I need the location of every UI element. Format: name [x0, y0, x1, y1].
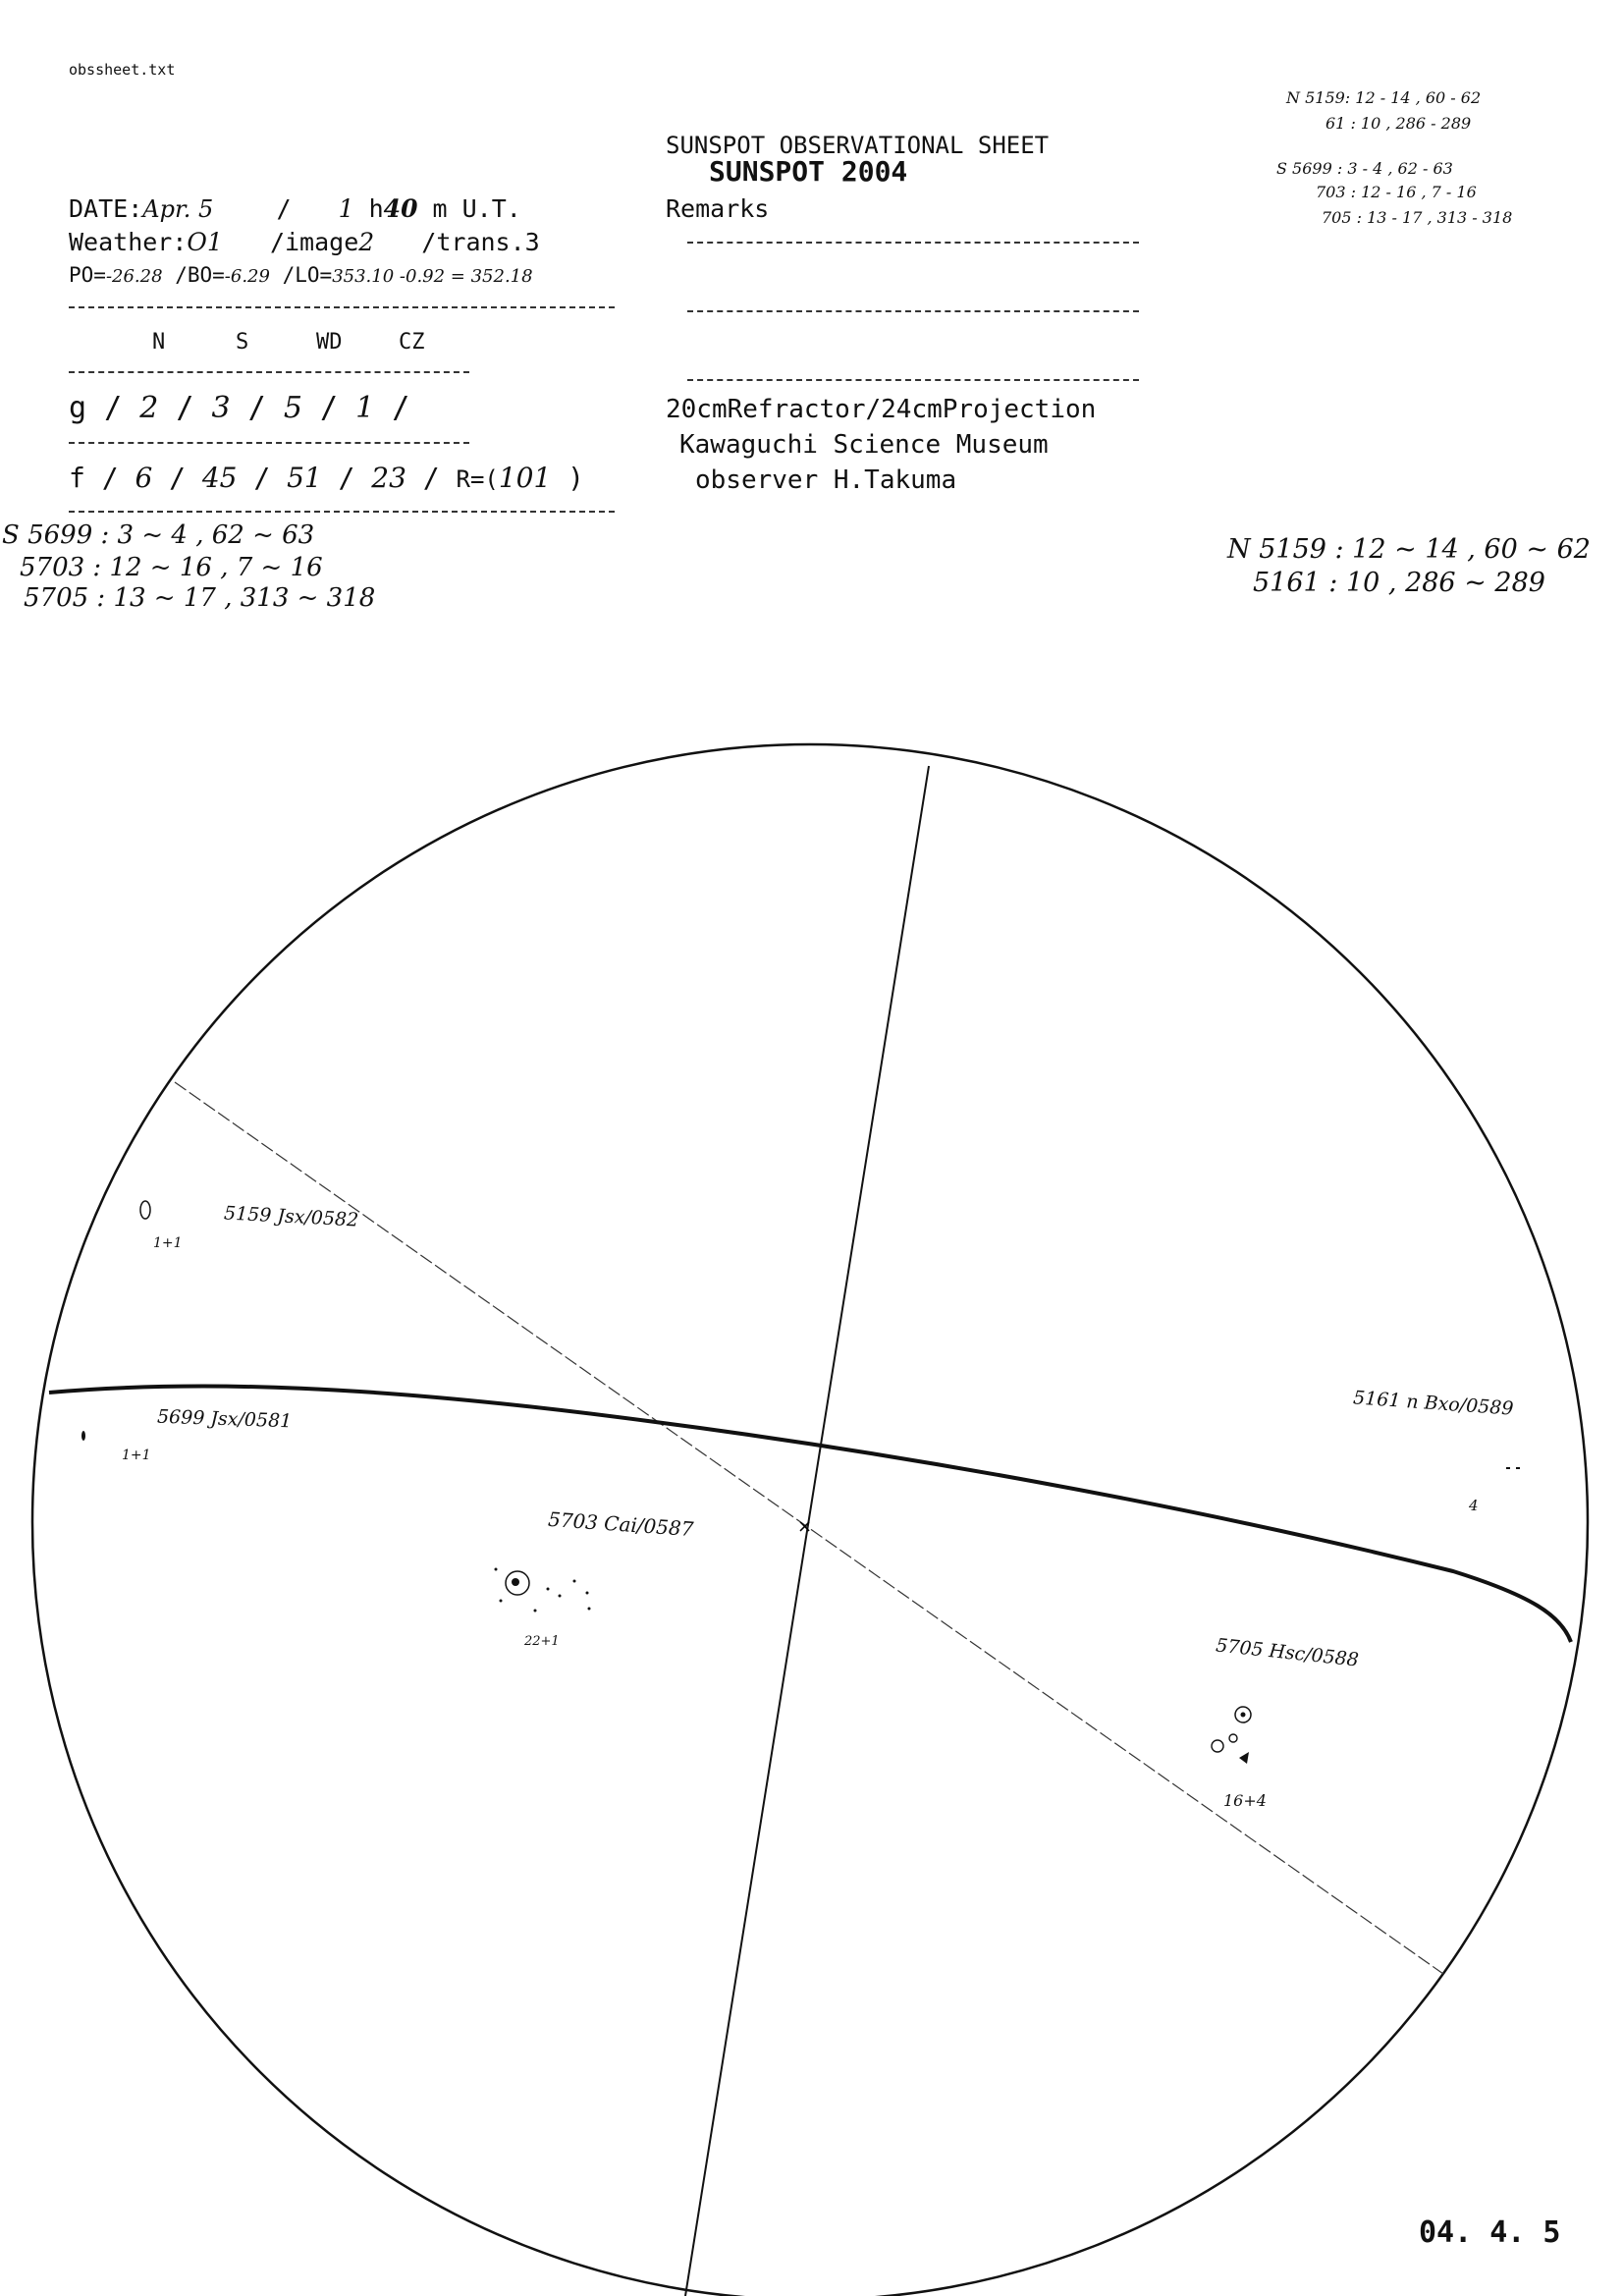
sunspot-5703-core	[512, 1578, 519, 1586]
image-label: /image	[269, 228, 359, 256]
group-label-5161: 5161 n Bxo/0589	[1352, 1387, 1515, 1420]
r-value: 101	[498, 462, 552, 494]
hour-unit: h	[368, 194, 384, 223]
weather-value: O1	[187, 228, 223, 256]
group-label-5705: 5705 Hsc/0588	[1215, 1634, 1360, 1671]
count-header-n: N	[152, 330, 166, 355]
count-header-s: S	[236, 330, 249, 355]
group-count-5705: 16+4	[1223, 1791, 1267, 1810]
date-label: DATE:	[69, 194, 143, 223]
g-label: g /	[69, 391, 123, 425]
f-row: f / 6 / 45 / 51 / 23 / R=(101 )	[69, 462, 585, 494]
minute-value: 40	[383, 194, 418, 223]
f-value-wd: 51	[287, 462, 322, 494]
group-label-5159: 5159 Jsx/0582	[223, 1202, 359, 1231]
group-count-5703: 22+1	[524, 1634, 560, 1649]
lo-value: 353.10 -0.92 = 352.18	[332, 266, 533, 287]
g-value-s: 3	[211, 391, 231, 425]
time-separator: /	[276, 194, 292, 223]
note-right-2: 5161 : 10 , 286 ~ 289	[1253, 568, 1545, 598]
note-left-1: S 5699 : 3 ~ 4 , 62 ~ 63	[2, 520, 315, 550]
group-count-5159: 1+1	[153, 1235, 183, 1251]
group-label-5699: 5699 Jsx/0581	[156, 1405, 293, 1433]
remarks-label: Remarks	[666, 194, 770, 223]
note-top-right-3: S 5699 : 3 - 4 , 62 - 63	[1276, 159, 1453, 178]
group-count-5161: 4	[1469, 1497, 1479, 1514]
note-top-right-1: N 5159: 12 - 14 , 60 - 62	[1286, 88, 1482, 107]
hour-value: 1	[338, 194, 354, 223]
g-row: g / 2 / 3 / 5 / 1 /	[69, 391, 410, 425]
po-label: PO=	[69, 263, 106, 287]
sunspot-5705-followers	[1212, 1734, 1237, 1752]
disk-center-mark: ×	[797, 1516, 813, 1537]
sunspot-5705-core	[1241, 1713, 1246, 1718]
sunspot-5699	[81, 1431, 85, 1441]
f-label: f /	[69, 462, 119, 494]
g-value-wd: 5	[283, 391, 302, 425]
f-value-s: 45	[201, 462, 238, 494]
trans-value: 3	[524, 228, 540, 256]
note-left-2: 5703 : 12 ~ 16 , 7 ~ 16	[20, 553, 323, 582]
image-value: 2	[358, 228, 375, 256]
group-label-5703: 5703 Cai/0587	[547, 1506, 695, 1542]
lo-label: /LO=	[282, 263, 333, 287]
note-top-right-2: 61 : 10 , 286 - 289	[1325, 114, 1472, 133]
observer-text: observer H.Takuma	[695, 465, 957, 495]
r-close: )	[568, 462, 585, 494]
sunspot-5159	[140, 1201, 150, 1219]
file-name: obssheet.txt	[69, 61, 176, 79]
trans-label: /trans.	[421, 228, 525, 256]
f-value-cz: 23	[371, 462, 406, 494]
date-value: Apr. 5	[142, 195, 214, 223]
note-right-1: N 5159 : 12 ~ 14 , 60 ~ 62	[1227, 534, 1591, 565]
sunspot-5161-pores	[1506, 1467, 1520, 1469]
sheet-title: SUNSPOT OBSERVATIONAL SHEET	[666, 132, 1050, 159]
count-header-wd: WD	[316, 330, 343, 355]
g-value-n: 2	[139, 391, 159, 425]
bo-label: /BO=	[175, 263, 225, 287]
instrument-text: 20cmRefractor/24cmProjection	[666, 395, 1097, 424]
note-top-right-5: 705 : 13 - 17 , 313 - 318	[1322, 208, 1513, 227]
f-value-n: 6	[135, 462, 153, 494]
sheet-subtitle: SUNSPOT 2004	[709, 155, 908, 188]
date-stamp: 04. 4. 5	[1419, 2215, 1561, 2250]
group-count-5699: 1+1	[122, 1448, 151, 1463]
weather-label: Weather:	[69, 228, 188, 256]
place-text: Kawaguchi Science Museum	[679, 430, 1049, 460]
minute-unit: m U.T.	[432, 194, 521, 223]
bo-value: -6.29	[224, 266, 270, 287]
note-left-3: 5705 : 13 ~ 17 , 313 ~ 318	[24, 583, 376, 613]
sunspot-5705-spot	[1239, 1752, 1249, 1764]
po-value: -26.28	[105, 266, 163, 287]
g-value-cz: 1	[355, 391, 375, 425]
note-top-right-4: 703 : 12 - 16 , 7 - 16	[1316, 183, 1477, 201]
count-header-cz: CZ	[399, 330, 425, 355]
r-label: R=(	[456, 465, 499, 493]
